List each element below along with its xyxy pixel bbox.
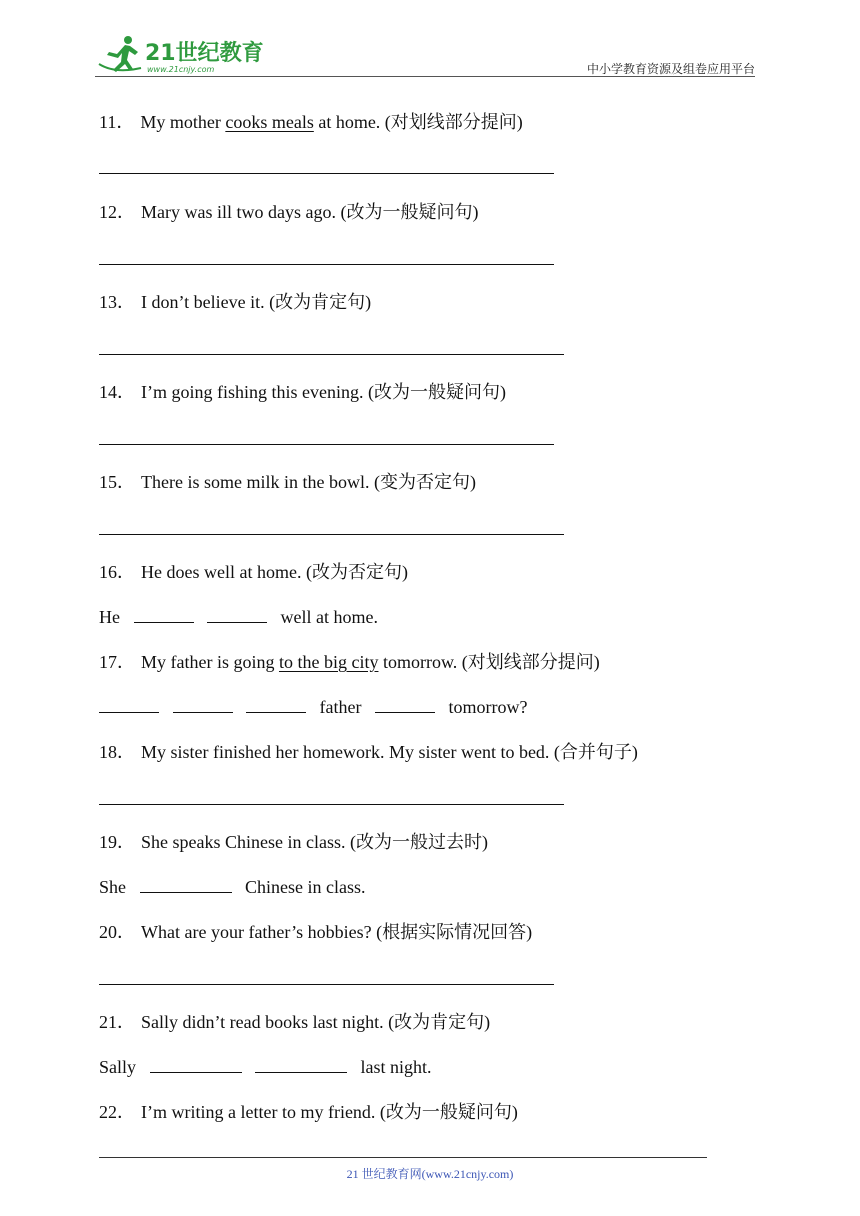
underlined-phrase: cooks meals <box>225 112 314 132</box>
answer-row-16: He well at home. <box>99 607 378 627</box>
underlined-phrase: to the big city <box>278 652 379 672</box>
answer-blank[interactable] <box>134 606 194 623</box>
question-20: 20． What are your father’s hobbies? (根据实际情况回答) <box>99 922 533 942</box>
answer-line[interactable] <box>99 354 564 355</box>
answer-line[interactable] <box>99 534 564 535</box>
header-tagline: 中小学教育资源及组卷应用平台 <box>586 62 755 76</box>
logo <box>95 34 265 76</box>
running-figure-icon <box>99 36 141 72</box>
answer-line[interactable] <box>99 173 554 174</box>
answer-blank[interactable] <box>255 1056 347 1073</box>
answer-line[interactable] <box>99 264 554 265</box>
page-header <box>95 30 755 78</box>
question-21: 21． Sally didn’t read books last night. (改为肯定句) <box>99 1012 491 1032</box>
answer-blank[interactable] <box>173 696 233 713</box>
question-12: 12． Mary was ill two days ago. (改为一般疑问句) <box>99 202 479 222</box>
answer-blank[interactable] <box>140 876 232 893</box>
question-19: 19． She speaks Chinese in class. (改为一般过去时) <box>99 832 488 852</box>
answer-row-21: Sally last night. <box>99 1057 432 1077</box>
answer-blank[interactable] <box>375 696 435 713</box>
footer-text: 21 世纪教育网(www.21cnjy.com) <box>346 1167 514 1181</box>
question-17: 17． My father is going to the big city tomorrow. (对划线部分提问) <box>99 652 600 672</box>
answer-blank[interactable] <box>99 696 159 713</box>
answer-row-17: father tomorrow? <box>99 696 527 718</box>
header-rule <box>95 76 755 77</box>
question-18: 18． My sister finished her homework. My sister went to bed. (合并句子) <box>99 742 638 762</box>
question-13: 13． I don’t believe it. (改为肯定句) <box>99 292 372 312</box>
question-16: 16． He does well at home. (改为否定句) <box>99 562 408 582</box>
logo-url: www.21cnjy.com <box>147 65 215 74</box>
answer-line[interactable] <box>99 804 564 805</box>
logo-text: 21世纪教育 <box>145 41 264 66</box>
footer-rule <box>99 1157 707 1158</box>
question-15: 15． There is some milk in the bowl. (变为否定句) <box>99 472 476 492</box>
answer-blank[interactable] <box>150 1056 242 1073</box>
answer-blank[interactable] <box>246 696 306 713</box>
answer-line[interactable] <box>99 444 554 445</box>
answer-line[interactable] <box>99 984 554 985</box>
answer-row-19: She Chinese in class. <box>99 877 366 897</box>
question-22: 22． I’m writing a letter to my friend. (改为一般疑问句) <box>99 1102 518 1122</box>
question-11: 11． My mother cooks meals at home. (对划线部分提问) <box>99 112 523 132</box>
question-14: 14． I’m going fishing this evening. (改为一般疑问句) <box>99 382 506 402</box>
answer-blank[interactable] <box>207 606 267 623</box>
